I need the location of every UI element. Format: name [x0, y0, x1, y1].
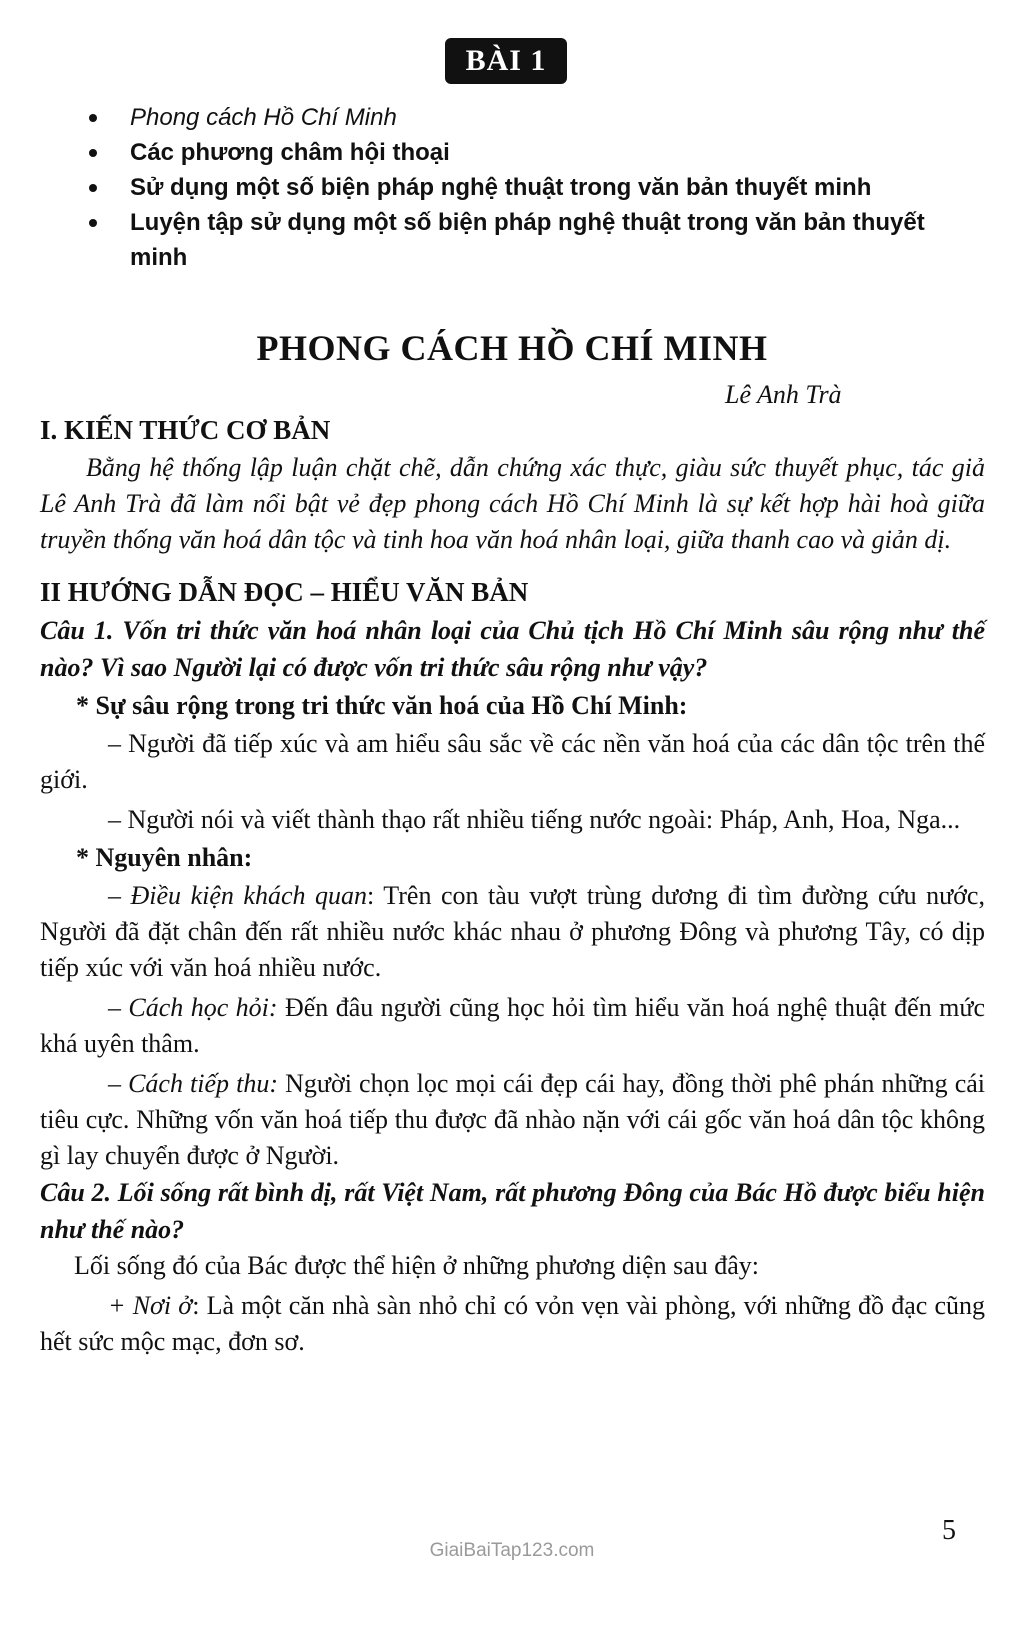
bullet-icon	[89, 184, 97, 192]
knowledge-item: – Người nói và viết thành thạo rất nhiều tiếng nước ngoài: Pháp, Anh, Hoa, Nga...	[108, 805, 961, 834]
topic-item: Luyện tập sử dụng một số biện pháp nghệ thuật trong văn bản thuyết minh	[85, 205, 985, 275]
lesson-title: PHONG CÁCH HỒ CHÍ MINH	[256, 328, 768, 368]
author-name: Lê Anh Trà	[725, 380, 842, 409]
summary-paragraph: Bằng hệ thống lập luận chặt chẽ, dẫn chứng xác thực, giàu sức thuyết phục, tác giả Lê Anh Trà đã làm nổi bật vẻ đẹp phong cách Hồ Chí Minh là sự kết hợp hài hoà giữa truyền thống văn hoá dân tộc và tinh hoa văn hoá nhân loại, giữa thanh cao và giản dị.	[40, 453, 985, 554]
section-heading-reading: II HƯỚNG DẪN ĐỌC – HIỂU VĂN BẢN	[40, 577, 529, 607]
topic-item: Các phương châm hội thoại	[85, 135, 985, 170]
topic-item: Sử dụng một số biện pháp nghệ thuật trong văn bản thuyết minh	[85, 170, 985, 205]
page-number: 5	[942, 1515, 956, 1546]
bullet-icon	[89, 149, 97, 157]
lifestyle-item: + Nơi ở: Là một căn nhà sàn nhỏ chỉ có vỏn vẹn vài phòng, với những đồ đạc cũng hết sức mộc mạc, đơn sơ.	[40, 1291, 985, 1356]
cause-item: – Điều kiện khách quan: Trên con tàu vượt trùng dương đi tìm đường cứu nước, Người đã đặt chân đến rất nhiều nước khác nhau ở phương Đông và phương Tây, có dịp tiếp xúc với văn hoá nhiều nước.	[40, 881, 985, 982]
question-2: Câu 2. Lối sống rất bình dị, rất Việt Nam, rất phương Đông của Bác Hồ được biểu hiện như thế nào?	[40, 1178, 985, 1244]
knowledge-item: – Người đã tiếp xúc và am hiểu sâu sắc về các nền văn hoá của các dân tộc trên thế giới.	[40, 729, 985, 794]
cause-item: – Cách học hỏi: Đến đâu người cũng học hỏi tìm hiểu văn hoá nghệ thuật đến mức khá uyên thâm.	[40, 993, 985, 1058]
bullet-icon	[89, 219, 97, 227]
lesson-body	[40, 410, 985, 1360]
question-1: Câu 1. Vốn tri thức văn hoá nhân loại của Chủ tịch Hồ Chí Minh sâu rộng như thế nào? Vì sao Người lại có được vốn tri thức sâu rộng như vậy?	[40, 616, 985, 682]
subheading-causes: * Nguyên nhân:	[76, 843, 253, 872]
watermark: GiaiBaiTap123.com	[429, 1540, 595, 1561]
topic-item: Phong cách Hồ Chí Minh	[85, 100, 985, 135]
subheading-knowledge: * Sự sâu rộng trong tri thức văn hoá của Hồ Chí Minh:	[76, 691, 688, 720]
lifestyle-intro: Lối sống đó của Bác được thể hiện ở những phương diện sau đây:	[74, 1251, 760, 1280]
topic-list	[85, 100, 985, 275]
cause-item: – Cách tiếp thu: Người chọn lọc mọi cái đẹp cái hay, đồng thời phê phán những cái tiêu cực. Những vốn văn hoá tiếp thu được đã nhào nặn với cái gốc văn hoá dân tộc không gì lay chuyển được ở Người.	[40, 1069, 985, 1170]
section-heading-basics: I. KIẾN THỨC CƠ BẢN	[40, 415, 331, 445]
lesson-badge: BÀI 1	[445, 38, 567, 84]
bullet-icon	[89, 114, 97, 122]
